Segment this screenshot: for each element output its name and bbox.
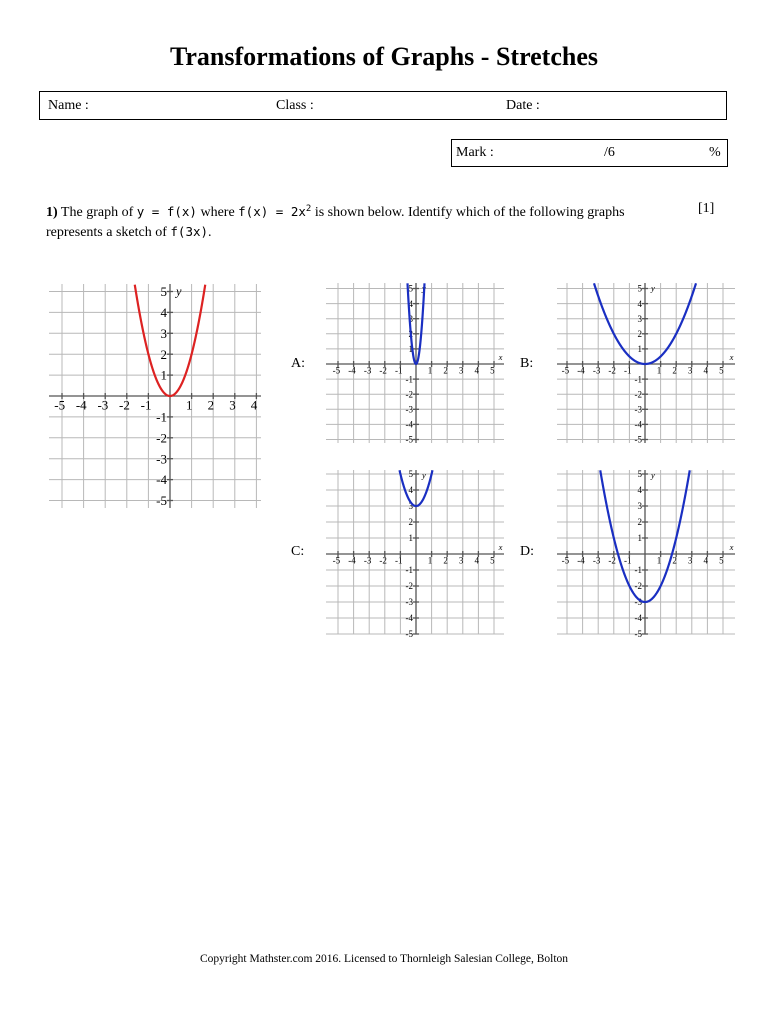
x-tick-label: -3 bbox=[592, 555, 601, 566]
x-tick-label: 1 bbox=[656, 555, 662, 566]
x-tick-label: 1 bbox=[186, 397, 193, 413]
y-tick-label: 2 bbox=[637, 328, 642, 339]
y-tick-label: -5 bbox=[405, 629, 413, 640]
y-tick-label: -1 bbox=[156, 409, 167, 425]
x-tick-label: 2 bbox=[207, 397, 215, 413]
x-tick-label: 3 bbox=[458, 555, 464, 566]
y-tick-label: -4 bbox=[156, 472, 167, 488]
x-tick-label: 1 bbox=[427, 365, 433, 376]
y-tick-label: 1 bbox=[408, 344, 413, 355]
x-tick-label: 4 bbox=[250, 397, 258, 413]
x-tick-label: 2 bbox=[672, 365, 677, 376]
x-axis-label: x bbox=[498, 541, 503, 552]
chart-option-b bbox=[557, 283, 735, 443]
chart-option-d bbox=[557, 469, 735, 640]
y-tick-label: 3 bbox=[637, 313, 642, 324]
x-tick-label: 4 bbox=[703, 365, 709, 376]
x-tick-label: -3 bbox=[592, 365, 601, 376]
y-tick-label: -3 bbox=[634, 404, 642, 415]
y-tick-label: -3 bbox=[156, 451, 167, 467]
page-title: Transformations of Graphs - Stretches bbox=[169, 42, 598, 71]
x-tick-label: 4 bbox=[474, 365, 480, 376]
y-tick-label: 5 bbox=[637, 283, 642, 294]
student-info-box bbox=[39, 91, 727, 120]
x-tick-label: 3 bbox=[458, 365, 464, 376]
x-tick-label: -1 bbox=[140, 397, 152, 413]
mark-label: Mark : bbox=[456, 145, 494, 160]
x-tick-label: -2 bbox=[379, 365, 387, 376]
y-tick-label: 1 bbox=[160, 367, 167, 383]
x-tick-label: -5 bbox=[332, 365, 341, 376]
x-tick-label: 2 bbox=[672, 555, 677, 566]
x-tick-label: -4 bbox=[577, 365, 585, 376]
question-text: . bbox=[208, 225, 212, 241]
question-1 bbox=[46, 200, 686, 242]
x-tick-label: 1 bbox=[427, 555, 433, 566]
y-tick-label: 5 bbox=[408, 469, 413, 480]
name-label: Name : bbox=[48, 98, 89, 113]
question-text: represents a sketch of bbox=[46, 225, 167, 241]
option-label-d: D: bbox=[520, 544, 534, 559]
y-tick-label: 3 bbox=[408, 501, 413, 512]
y-tick-label: 4 bbox=[637, 485, 642, 496]
x-tick-label: 4 bbox=[703, 555, 709, 566]
question-text: where bbox=[200, 205, 235, 221]
y-tick-label: 1 bbox=[637, 344, 642, 355]
x-tick-label: 1 bbox=[656, 365, 662, 376]
y-tick-label: -5 bbox=[156, 493, 167, 509]
y-tick-label: 2 bbox=[408, 517, 413, 528]
y-tick-label: -2 bbox=[405, 389, 413, 400]
option-label-c: C: bbox=[291, 544, 305, 559]
y-tick-label: 5 bbox=[637, 469, 642, 480]
question-number: 1) bbox=[46, 205, 58, 221]
x-axis-label: x bbox=[729, 541, 734, 552]
date-label: Date : bbox=[506, 98, 540, 113]
x-tick-label: 4 bbox=[474, 555, 480, 566]
y-tick-label: 2 bbox=[408, 328, 413, 339]
y-tick-label: 2 bbox=[637, 517, 642, 528]
x-tick-label: -1 bbox=[624, 365, 632, 376]
y-tick-label: -2 bbox=[634, 389, 642, 400]
y-tick-label: -3 bbox=[405, 597, 413, 608]
chart-main bbox=[49, 284, 261, 508]
x-tick-label: 3 bbox=[229, 397, 236, 413]
copyright-footer: Copyright Mathster.com 2016. Licensed to Thornleigh Salesian College, Bolton bbox=[199, 953, 569, 965]
y-tick-label: -4 bbox=[405, 613, 413, 624]
y-tick-label: 5 bbox=[160, 284, 167, 300]
equation-exponent: 2 bbox=[305, 204, 312, 214]
x-tick-label: -4 bbox=[348, 555, 356, 566]
y-tick-label: -4 bbox=[634, 419, 642, 430]
y-tick-label: 4 bbox=[408, 485, 413, 496]
x-tick-label: -1 bbox=[624, 555, 632, 566]
y-tick-label: 3 bbox=[408, 313, 413, 324]
equation-fx-def-base: f(x) = 2x bbox=[238, 204, 306, 220]
x-tick-label: -5 bbox=[54, 397, 66, 413]
x-tick-label: 5 bbox=[719, 365, 724, 376]
x-tick-label: -2 bbox=[379, 555, 387, 566]
x-tick-label: 3 bbox=[687, 555, 693, 566]
y-tick-label: -3 bbox=[405, 404, 413, 415]
y-axis-label: y bbox=[176, 284, 182, 299]
x-tick-label: -3 bbox=[363, 555, 372, 566]
x-tick-label: -5 bbox=[561, 365, 570, 376]
question-text: The graph of bbox=[60, 205, 134, 221]
y-tick-label: 4 bbox=[160, 304, 167, 320]
x-tick-label: -5 bbox=[332, 555, 341, 566]
y-tick-label: -5 bbox=[405, 434, 413, 445]
x-axis-label: x bbox=[729, 351, 734, 362]
y-tick-label: -4 bbox=[405, 419, 413, 430]
equation-f3x: f(3x) bbox=[170, 224, 209, 240]
x-tick-label: -1 bbox=[395, 365, 403, 376]
y-tick-label: -3 bbox=[634, 597, 642, 608]
x-axis-label: x bbox=[498, 351, 503, 362]
y-axis-label: y bbox=[422, 283, 426, 294]
y-tick-label: 1 bbox=[637, 533, 642, 544]
y-tick-label: -4 bbox=[634, 613, 642, 624]
x-tick-label: 3 bbox=[687, 365, 693, 376]
x-tick-label: 2 bbox=[443, 365, 448, 376]
y-tick-label: -2 bbox=[405, 581, 413, 592]
y-tick-label: 4 bbox=[408, 298, 413, 309]
x-tick-label: -2 bbox=[119, 397, 130, 413]
x-tick-label: -4 bbox=[75, 397, 87, 413]
question-text: is shown below. Identify which of the following graphs bbox=[314, 205, 625, 221]
x-tick-label: -5 bbox=[561, 555, 570, 566]
mark-box bbox=[451, 139, 728, 167]
x-tick-label: -2 bbox=[608, 555, 616, 566]
y-tick-label: 2 bbox=[160, 346, 167, 362]
equation-y-fx: y = f(x) bbox=[136, 204, 197, 220]
y-axis-label: y bbox=[422, 470, 426, 481]
x-tick-label: -1 bbox=[395, 555, 403, 566]
class-label: Class : bbox=[276, 98, 314, 113]
question-marks: [1] bbox=[698, 201, 715, 216]
option-label-b: B: bbox=[520, 356, 534, 371]
y-tick-label: 3 bbox=[160, 325, 167, 341]
x-tick-label: 5 bbox=[719, 555, 724, 566]
y-tick-label: -2 bbox=[156, 430, 167, 446]
x-tick-label: 5 bbox=[490, 555, 495, 566]
y-tick-label: -1 bbox=[405, 374, 413, 385]
y-tick-label: 3 bbox=[637, 501, 642, 512]
y-tick-label: 4 bbox=[637, 298, 642, 309]
y-tick-label: -1 bbox=[634, 374, 642, 385]
x-tick-label: -3 bbox=[363, 365, 372, 376]
equation-fx-def bbox=[238, 204, 311, 219]
chart-option-a bbox=[326, 283, 504, 443]
mark-total: /6 bbox=[604, 145, 615, 160]
y-tick-label: -1 bbox=[405, 565, 413, 576]
y-tick-label: 5 bbox=[408, 283, 413, 294]
y-tick-label: -5 bbox=[634, 434, 642, 445]
x-tick-label: -2 bbox=[608, 365, 616, 376]
x-tick-label: 5 bbox=[490, 365, 495, 376]
mark-percent: % bbox=[709, 145, 721, 160]
y-tick-label: -2 bbox=[634, 581, 642, 592]
x-tick-label: -3 bbox=[97, 397, 109, 413]
y-axis-label: y bbox=[651, 283, 655, 294]
option-label-a: A: bbox=[291, 356, 305, 371]
x-tick-label: 2 bbox=[443, 555, 448, 566]
x-tick-label: -4 bbox=[348, 365, 356, 376]
y-axis-label: y bbox=[651, 470, 655, 481]
chart-option-c bbox=[326, 469, 504, 640]
y-tick-label: -1 bbox=[634, 565, 642, 576]
x-tick-label: -4 bbox=[577, 555, 585, 566]
y-tick-label: 1 bbox=[408, 533, 413, 544]
y-tick-label: -5 bbox=[634, 629, 642, 640]
